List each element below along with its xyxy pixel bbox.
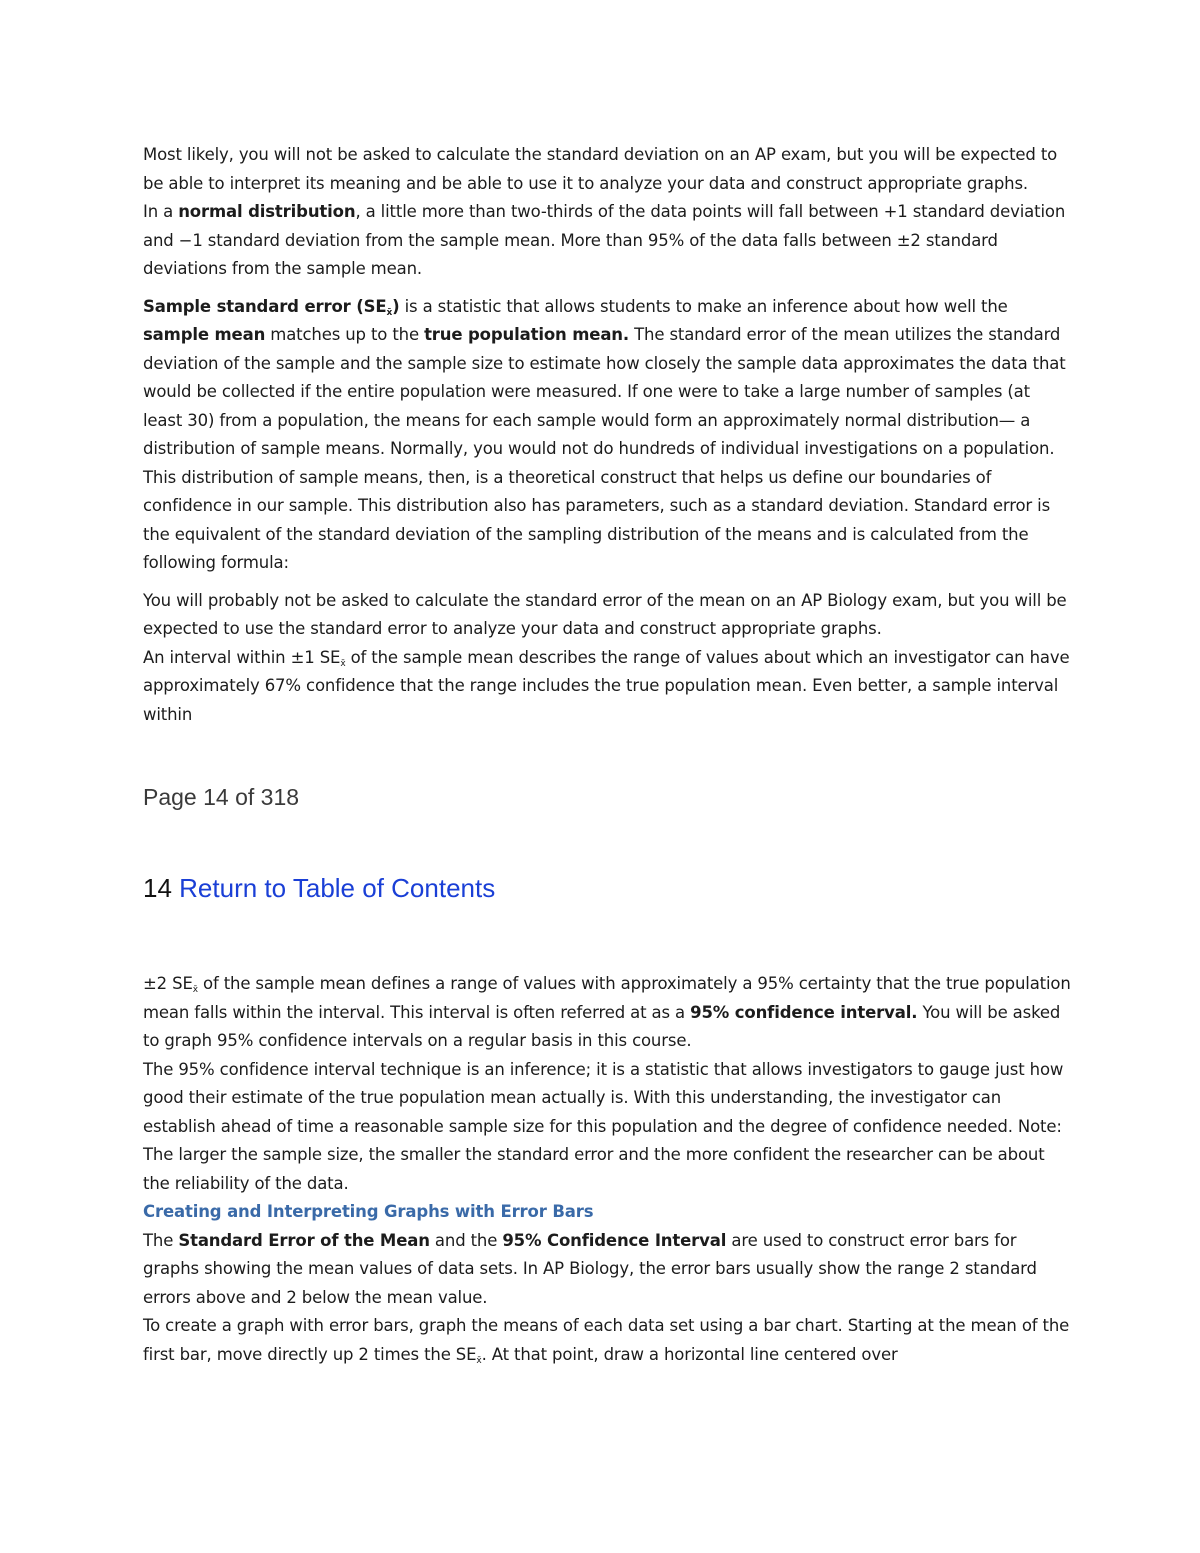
paragraph-text: The [143,1230,179,1250]
paragraph-text: In a [143,202,179,221]
paragraph-text: You will probably not be asked to calculate the standard error of the mean on an AP Biology exam, but you will be expected to use the standard error to analyze your data and construct appropriate graphs. [143,590,1067,638]
paragraph-normal-distribution [143,198,1073,284]
paragraph-standard-error [143,293,1073,578]
subscript: x̄ [340,658,346,669]
paragraph-text: of the sample mean describes the range of values about which an investigator can have approximately 67% confidence that the range includes the true population mean. Even better, a sample interval within [143,647,1070,724]
subscript: x̄ [386,307,393,318]
toc-heading [143,873,495,904]
paragraph-interval-67 [143,644,1073,730]
return-to-toc-link[interactable]: Return to Table of Contents [179,873,496,903]
bold-term: sample mean [143,325,266,344]
bold-term [143,297,400,316]
section-number: 14 [143,873,172,903]
paragraph-text: The 95% confidence interval technique is an inference; it is a statistic that allows investigators to gauge just how good their estimate of the true population mean actually is. With this understanding, the investigator can establish ahead of time a reasonable sample size for this population and the degree of confidence needed. Note: The larger the sample size, the smaller the standard error and the more confident the researcher can be about the reliability of the data. [143,1059,1064,1193]
paragraph-text: , a little more than two-thirds of the data points will fall between +1 standard deviation and −1 standard deviation from the sample mean. More than 95% of the data falls between ±2 standard deviations from the sample mean. [143,202,1066,278]
paragraph-text: is a statistic that allows students to make an inference about how well the [399,296,1008,316]
bold-term: Standard Error of the Mean [178,1230,430,1250]
paragraph-text: An interval within ±1 SE [143,647,341,667]
paragraph-text: You will be asked to graph 95% confidence intervals on a regular basis in this course. [143,1002,1061,1050]
paragraph-text: . At that point, draw a horizontal line centered over [481,1344,898,1364]
text-block-top [143,141,1073,729]
paragraph-text: are used to construct error bars for graphs showing the mean values of data sets. In AP Biology, the error bars usually show the range 2 standard errors above and 2 below the mean value. [143,1230,1037,1307]
bold-term: normal distribution [178,202,356,221]
page-number-label: Page 14 of 318 [143,784,300,810]
paragraph-text: ±2 SE [143,974,193,993]
bold-term: 95% confidence interval. [690,1002,918,1022]
bold-text: ) [392,296,400,316]
subscript: x̄ [192,985,198,995]
paragraph-confidence-technique [143,1056,1073,1199]
paragraph-ap-biology-note [143,587,1073,644]
paragraph-text: To create a graph with error bars, graph the means of each data set using a bar chart. Starting at the mean of the first bar, move directly up 2 times the SE [143,1316,1070,1364]
bold-term: 95% Confidence Interval [502,1230,727,1250]
paragraph-text: matches up to the [265,325,425,344]
paragraph-text: of the sample mean defines a range of values with approximately a 95% certainty that the true population mean falls within the interval. This interval is often referred at as a [143,974,1071,1022]
paragraph-interval-95 [143,970,1073,1056]
bold-term: true population mean. [424,325,630,344]
paragraph-create-graph [143,1312,1073,1369]
text-block-bottom [143,970,1073,1369]
paragraph-error-bars-intro [143,1227,1073,1313]
paragraph-text: The standard error of the mean utilizes the standard deviation of the sample and the sample size to estimate how closely the sample data approximates the data that would be collected if the entire population were measured. If one were to take a large number of samples (at least 30) from a population, the means for each sample would form an approximately normal distribution— a distribution of sample means. Normally, you would not do hundreds of individual investigations on a population. This distribution of sample means, then, is a theoretical construct that helps us define our boundaries of confidence in our sample. This distribution also has parameters, such as a standard deviation. Standard error is the equivalent of the standard deviation of the sampling distribution of the means and is calculated from the following formula: [143,325,1066,572]
subscript: x̄ [476,1355,482,1366]
paragraph-text: and the [429,1230,503,1250]
bold-text: Sample standard error (SE [143,296,387,316]
section-heading: Creating and Interpreting Graphs with Error Bars [143,1202,594,1221]
paragraph-standard-deviation-note [143,141,1073,198]
paragraph-text: Most likely, you will not be asked to calculate the standard deviation on an AP exam, but you will be expected to be able to interpret its meaning and be able to use it to analyze your data and construct appropriate graphs. [143,145,1058,193]
